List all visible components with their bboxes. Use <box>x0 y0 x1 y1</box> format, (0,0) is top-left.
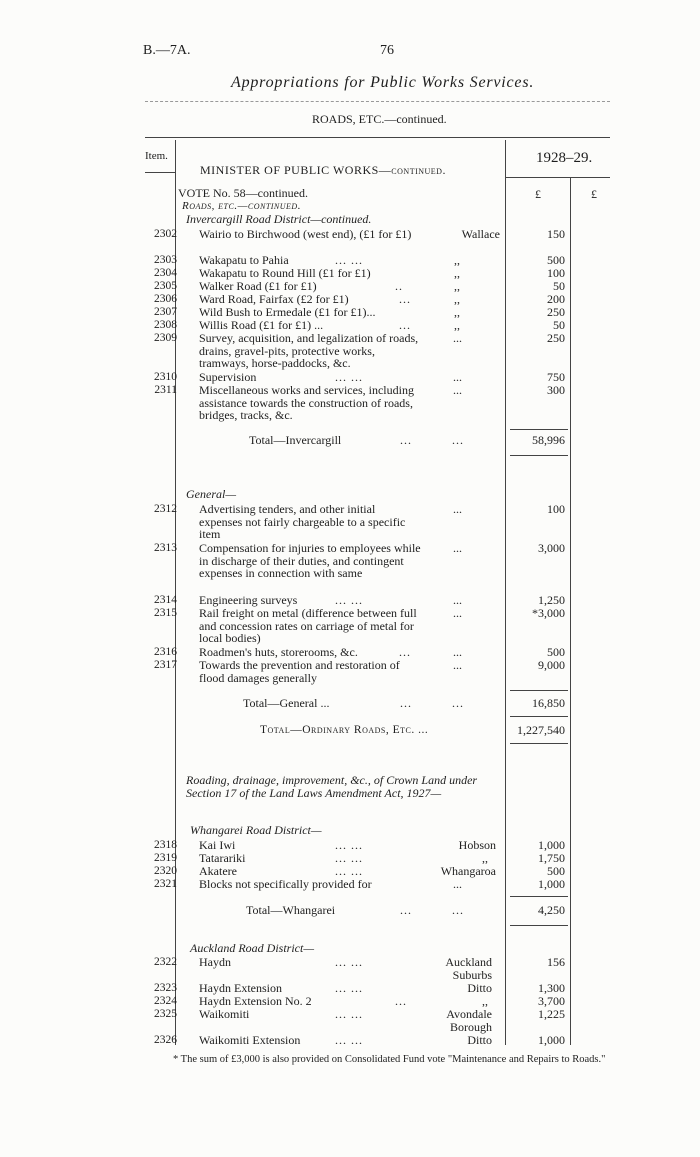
item-description: Waikomiti Extension <box>199 1033 301 1047</box>
leader-dots: ... ... <box>335 838 363 852</box>
item-number: 2323 <box>154 982 177 994</box>
leader-dots: ... ... <box>335 955 363 969</box>
auckland-district-heading: Auckland Road District— <box>190 941 314 955</box>
leader-dots: ... <box>395 994 407 1008</box>
electoral-district: ... <box>453 370 462 384</box>
leader-dots: ... <box>399 645 411 659</box>
leader-dots: ... <box>400 903 412 917</box>
grand-total-amount: 1,227,540 <box>517 723 565 737</box>
item-number: 2320 <box>154 865 177 877</box>
amount-value: 50 <box>553 279 565 293</box>
amount-column-mid-rule <box>570 178 571 1045</box>
item-description: Willis Road (£1 for £1) ... <box>199 318 324 332</box>
leader-dots: .. <box>395 279 403 293</box>
amount-value: 750 <box>547 370 565 384</box>
item-description: Miscellaneous works and services, including assistance towards the construction of roads, bridges, tracks, &c. <box>199 383 414 423</box>
item-number: 2317 <box>154 659 177 671</box>
total-rule <box>510 455 568 456</box>
amount-value: 1,000 <box>538 1033 565 1047</box>
item-number: 2306 <box>154 293 177 305</box>
amount-value: 150 <box>547 227 565 241</box>
minister-heading: MINISTER OF PUBLIC WORKS—continued. <box>200 163 446 177</box>
total-whangarei-label: Total—Whangarei <box>246 903 336 917</box>
item-number: 2310 <box>154 371 177 383</box>
amount-value: 156 <box>547 955 565 969</box>
amount-value: 250 <box>547 331 565 345</box>
crown-land-heading: Roading, drainage, improvement, &c., of Crown Land under Section 17 of the Land Laws Amendment Act, 1927— <box>186 773 478 800</box>
item-number: 2324 <box>154 995 177 1007</box>
total-invercargill-amount: 58,996 <box>532 433 565 447</box>
electoral-district: ,, <box>454 279 460 293</box>
total-general-amount: 16,850 <box>532 696 565 710</box>
pound-symbol-col2: £ <box>591 187 597 201</box>
electoral-district: Auckland Suburbs <box>445 955 492 982</box>
amount-value: 100 <box>547 266 565 280</box>
document-reference: B.—7A. <box>143 43 191 58</box>
amount-value: *3,000 <box>532 606 565 620</box>
leader-dots: ... <box>400 696 412 710</box>
electoral-district: ... <box>453 383 462 397</box>
item-description: Blocks not specifically provided for <box>199 877 372 891</box>
amount-value: 250 <box>547 305 565 319</box>
amount-value: 500 <box>547 253 565 267</box>
leader-dots: ... ... <box>335 864 363 878</box>
item-description: Kai Iwi <box>199 838 236 852</box>
grand-total-label: Total—Ordinary Roads, Etc. ... <box>260 724 429 736</box>
subtotal-rule <box>510 896 568 897</box>
amount-value: 1,225 <box>538 1007 565 1021</box>
item-number: 2318 <box>154 839 177 851</box>
item-description: Ward Road, Fairfax (£2 for £1) <box>199 292 349 306</box>
item-number: 2321 <box>154 878 177 890</box>
item-description: Haydn Extension No. 2 <box>199 994 312 1008</box>
leader-dots: ... <box>399 318 411 332</box>
item-number: 2313 <box>154 542 177 554</box>
footnote: * The sum of £3,000 is also provided on Consolidated Fund vote "Maintenance and Repairs to Roads." <box>173 1054 606 1065</box>
electoral-district: Hobson <box>458 838 496 852</box>
electoral-district: Avondale Borough <box>446 1007 492 1034</box>
item-number: 2319 <box>154 852 177 864</box>
subtotal-rule <box>510 429 568 430</box>
item-description: Rail freight on metal (difference between full and concession rates on carriage of metal for local bodies) <box>199 606 417 646</box>
page-title: Appropriations for Public Works Services. <box>231 74 535 91</box>
electoral-district: ... <box>453 645 462 659</box>
item-label-underline <box>145 172 175 173</box>
subtotal-rule <box>510 690 568 691</box>
item-description: Towards the prevention and restoration of flood damages generally <box>199 658 400 685</box>
item-description: Haydn Extension <box>199 981 282 995</box>
electoral-district: ... <box>453 502 462 516</box>
table-top-rule <box>145 137 610 138</box>
electoral-district: ,, <box>454 305 460 319</box>
item-number: 2312 <box>154 503 177 515</box>
electoral-district: Ditto <box>467 1033 492 1047</box>
amount-value: 500 <box>547 645 565 659</box>
leader-dots: ... ... <box>335 253 363 267</box>
electoral-district: ... <box>453 658 462 672</box>
amount-value: 1,000 <box>538 838 565 852</box>
item-column-label: Item. <box>145 150 168 162</box>
invercargill-district-heading: Invercargill Road District—continued. <box>186 212 372 226</box>
item-number: 2311 <box>154 384 177 396</box>
item-number: 2302 <box>154 228 177 240</box>
item-number: 2314 <box>154 594 177 606</box>
roads-heading: Roads, etc.—continued. <box>182 200 301 212</box>
whangarei-district-heading: Whangarei Road District— <box>190 823 322 837</box>
item-description: Compensation for injuries to employees while in discharge of their duties, and contingent expenses in connection with same <box>199 541 421 581</box>
amount-value: 300 <box>547 383 565 397</box>
electoral-district: ,, <box>482 851 488 865</box>
electoral-district: ... <box>453 593 462 607</box>
item-number: 2322 <box>154 956 177 968</box>
item-description: Survey, acquisition, and legalization of roads, drains, gravel-pits, protective works, tramways, horse-paddocks, &c. <box>199 331 419 371</box>
item-number: 2309 <box>154 332 177 344</box>
item-number: 2307 <box>154 306 177 318</box>
item-description: Akatere <box>199 864 237 878</box>
item-description: Wakapatu to Round Hill (£1 for £1) <box>199 266 371 280</box>
item-number: 2305 <box>154 280 177 292</box>
fiscal-year: 1928–29. <box>536 150 593 166</box>
item-description: Tatarariki <box>199 851 246 865</box>
vote-title: VOTE No. 58—continued. <box>178 186 308 200</box>
electoral-district: ,, <box>454 292 460 306</box>
electoral-district: ... <box>453 331 462 345</box>
electoral-district: ... <box>453 606 462 620</box>
total-whangarei-amount: 4,250 <box>538 903 565 917</box>
amount-value: 500 <box>547 864 565 878</box>
leader-dots: ... ... <box>335 1033 363 1047</box>
general-heading: General— <box>186 487 236 501</box>
item-description: Waikomiti <box>199 1007 250 1021</box>
leader-dots: ... <box>452 696 464 710</box>
item-number: 2315 <box>154 607 177 619</box>
total-rule <box>510 716 568 717</box>
total-general-label: Total—General ... <box>243 696 330 710</box>
item-number: 2325 <box>154 1008 177 1020</box>
electoral-district: Ditto <box>467 981 492 995</box>
total-rule <box>510 925 568 926</box>
section-subtitle: ROADS, ETC.—continued. <box>312 112 447 126</box>
item-description: Advertising tenders, and other initial expenses not fairly chargeable to a specific item <box>199 502 406 542</box>
total-invercargill-label: Total—Invercargill <box>249 433 342 447</box>
amount-value: 9,000 <box>538 658 565 672</box>
item-number: 2326 <box>154 1034 177 1046</box>
leader-dots: ... ... <box>335 981 363 995</box>
electoral-district: Whangaroa <box>440 864 496 878</box>
electoral-district: ,, <box>454 253 460 267</box>
leader-dots: ... ... <box>335 1007 363 1021</box>
item-number: 2303 <box>154 254 177 266</box>
item-description: Walker Road (£1 for £1) <box>199 279 317 293</box>
item-number: 2316 <box>154 646 177 658</box>
leader-dots: ... <box>452 433 464 447</box>
item-description: Wairio to Birchwood (west end), (£1 for £1) <box>199 227 412 241</box>
leader-dots: ... ... <box>335 851 363 865</box>
electoral-district: ... <box>453 877 462 891</box>
pound-symbol-col1: £ <box>535 187 541 201</box>
page-number: 76 <box>380 43 394 58</box>
grand-total-rule <box>510 743 568 744</box>
amount-value: 1,000 <box>538 877 565 891</box>
amount-value: 1,300 <box>538 981 565 995</box>
item-number: 2304 <box>154 267 177 279</box>
item-description: Haydn <box>199 955 231 969</box>
amount-value: 1,750 <box>538 851 565 865</box>
leader-dots: ... ... <box>335 593 363 607</box>
amount-value: 1,250 <box>538 593 565 607</box>
electoral-district: ,, <box>454 318 460 332</box>
item-description: Wild Bush to Ermedale (£1 for £1)... <box>199 305 376 319</box>
electoral-district: Wallace <box>461 227 500 241</box>
electoral-district: ,, <box>454 266 460 280</box>
leader-dots: ... <box>399 292 411 306</box>
electoral-district: ,, <box>482 994 488 1008</box>
leader-dots: ... ... <box>335 370 363 384</box>
item-description: Roadmen's huts, storerooms, &c. <box>199 645 358 659</box>
item-number: 2308 <box>154 319 177 331</box>
amount-value: 100 <box>547 502 565 516</box>
year-underline <box>505 177 610 178</box>
item-description: Engineering surveys <box>199 593 298 607</box>
electoral-district: ... <box>453 541 462 555</box>
amount-value: 3,700 <box>538 994 565 1008</box>
leader-dots: ... <box>452 903 464 917</box>
amount-value: 50 <box>553 318 565 332</box>
item-description: Wakapatu to Pahia <box>199 253 289 267</box>
item-description: Supervision <box>199 370 257 384</box>
leader-dots: ... <box>400 433 412 447</box>
amount-value: 3,000 <box>538 541 565 555</box>
amount-value: 200 <box>547 292 565 306</box>
header-divider <box>145 101 610 102</box>
